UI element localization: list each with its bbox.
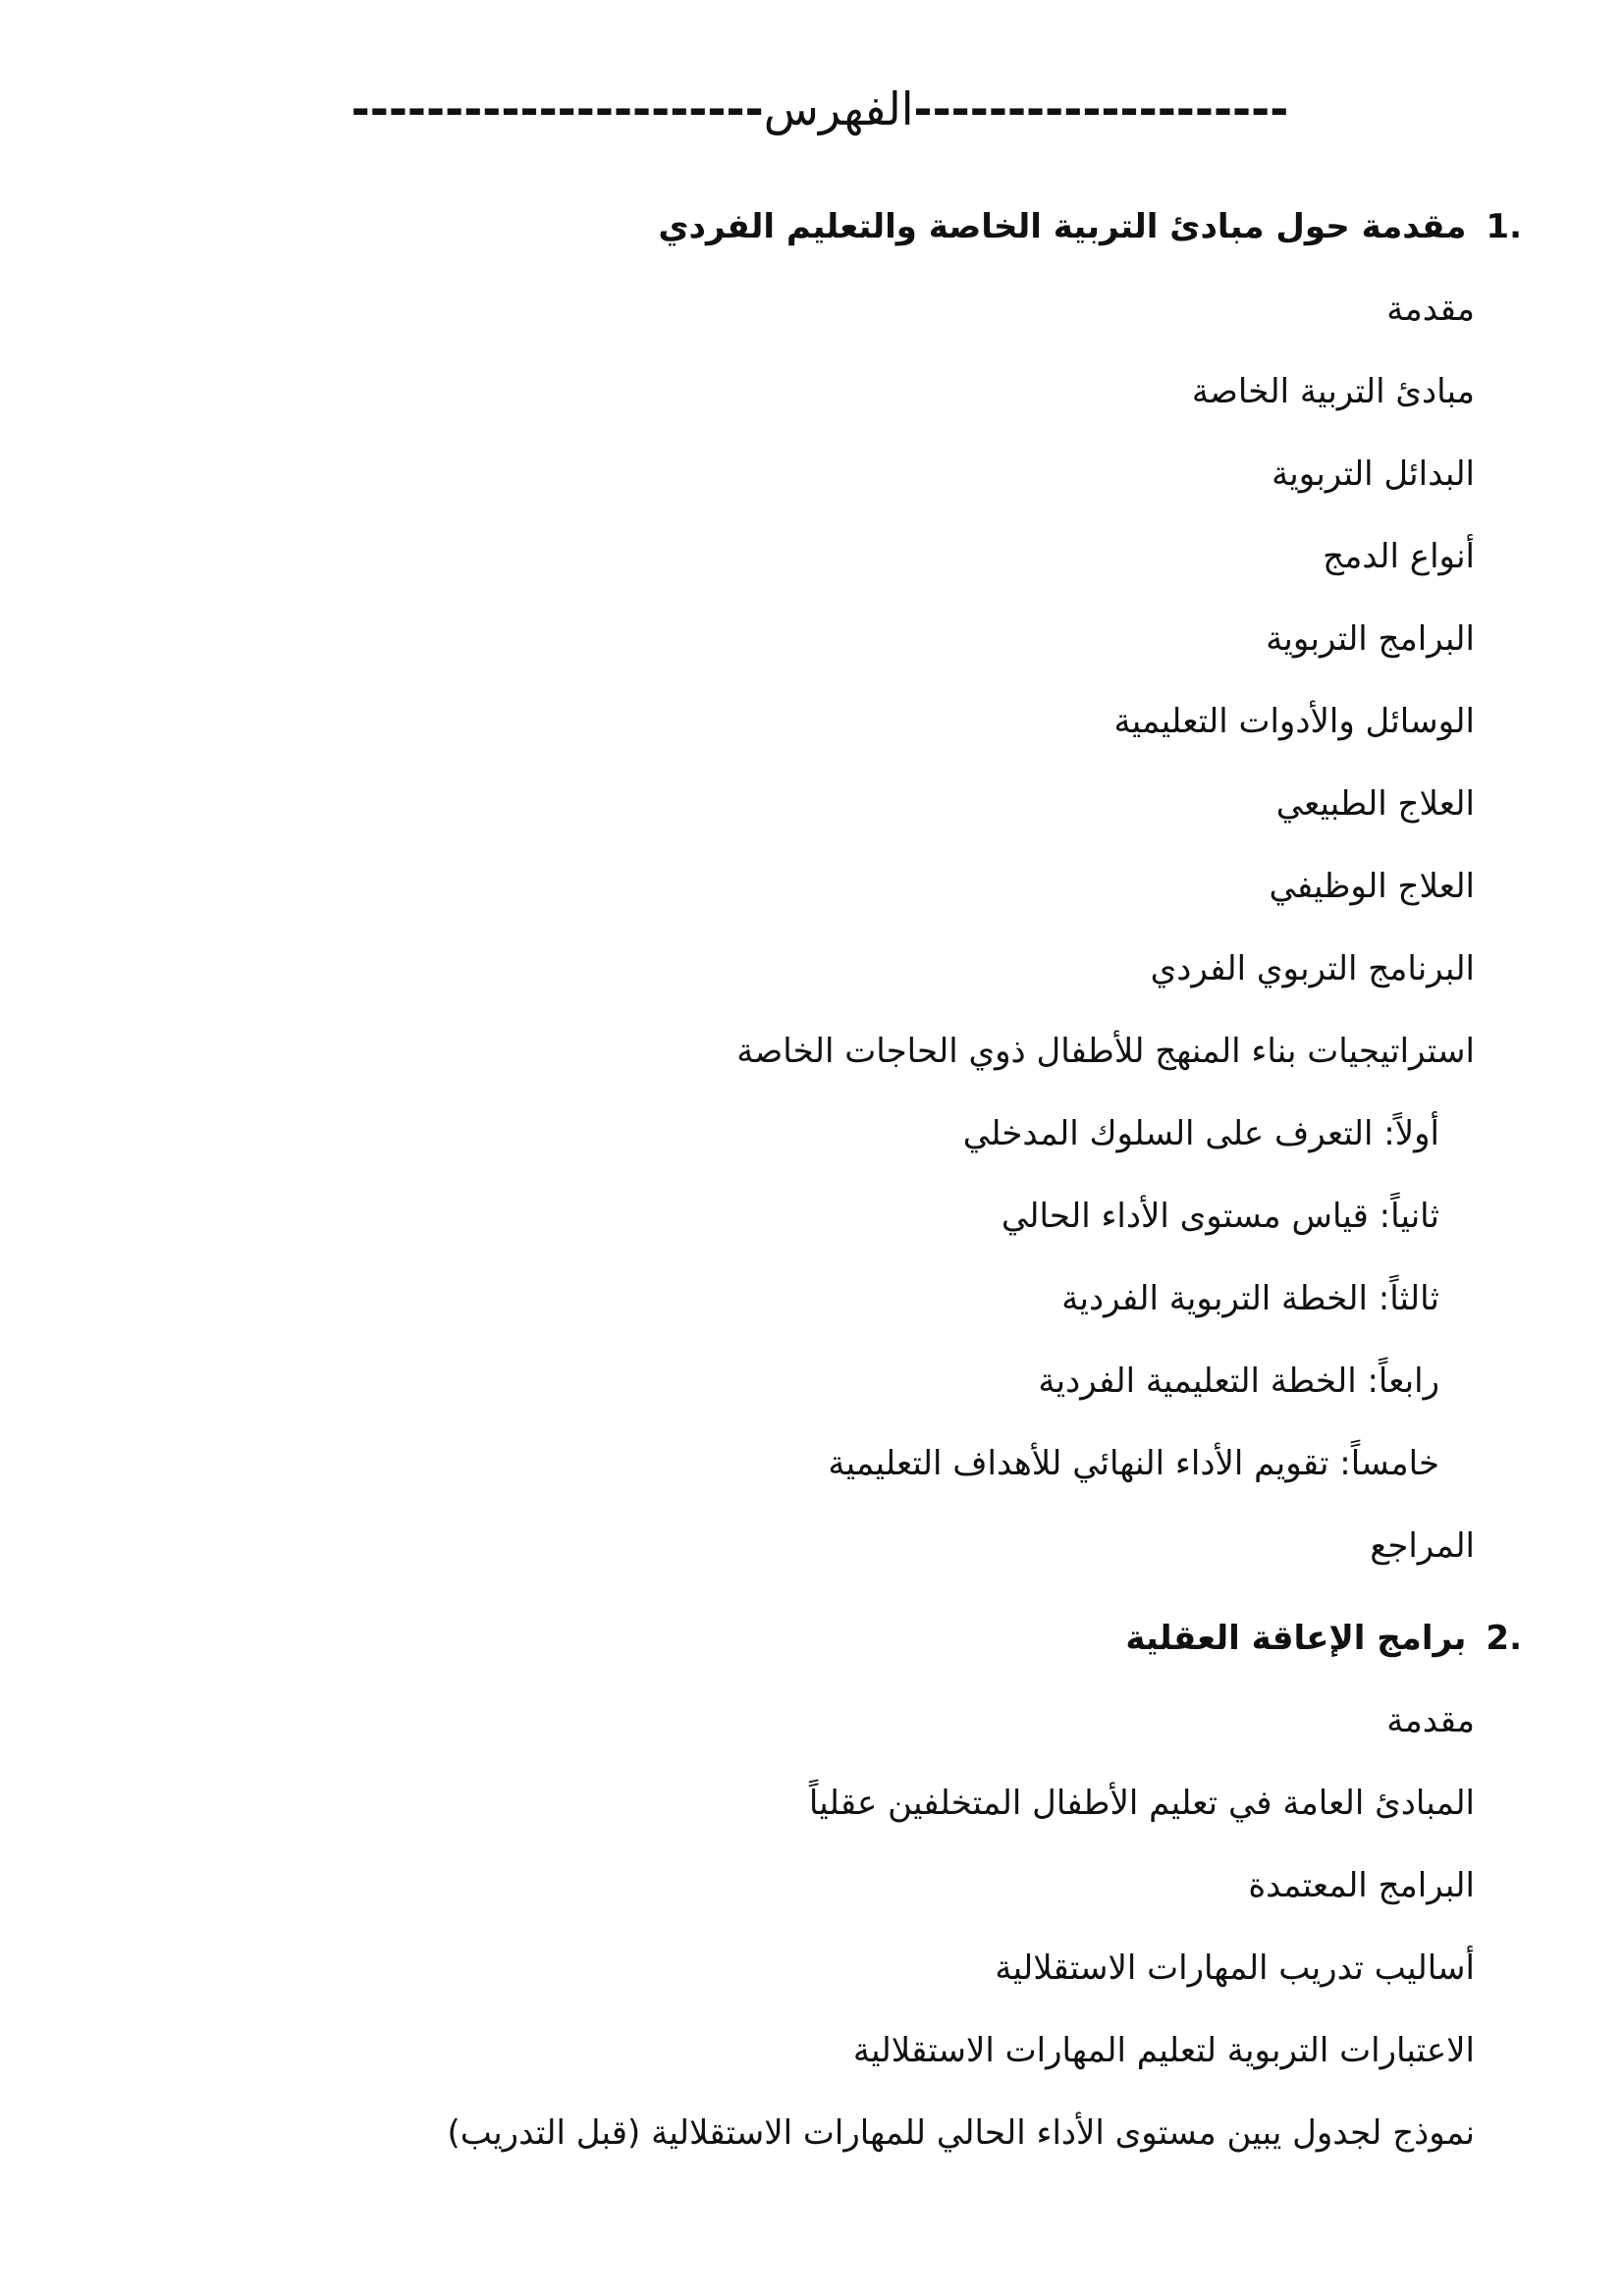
toc-subitem: خامساً: تقويم الأداء النهائي للأهداف التعليمية <box>828 1444 1439 1483</box>
chapter-1-heading <box>658 202 1522 251</box>
toc-item: البرامج المعتمدة <box>1248 1866 1475 1905</box>
toc-item: أساليب تدريب المهارات الاستقلالية <box>995 1949 1475 1988</box>
toc-item: المبادئ العامة في تعليم الأطفال المتخلفين عقلياً <box>808 1784 1475 1823</box>
toc-subitem: أولاً: التعرف على السلوك المدخلي <box>962 1114 1439 1153</box>
chapter-1-number: 1. <box>1486 207 1522 246</box>
toc-subitem: ثالثاً: الخطة التربوية الفردية <box>1061 1279 1439 1318</box>
toc-item: العلاج الطبيعي <box>1275 784 1475 824</box>
toc-item: البرامج التربوية <box>1266 619 1475 659</box>
chapter-1-title: مقدمة حول مبادئ التربية الخاصة والتعليم الفردي <box>658 207 1467 246</box>
toc-item-references: المراجع <box>1370 1526 1475 1566</box>
toc-item: الوسائل والأدوات التعليمية <box>1113 702 1475 741</box>
title-text: الفهرس <box>763 82 914 135</box>
toc-item: مبادئ التربية الخاصة <box>1191 372 1475 411</box>
chapter-2-title: برامج الإعاقة العقلية <box>1125 1619 1467 1658</box>
chapter-2-number: 2. <box>1486 1619 1522 1658</box>
toc-item: مقدمة <box>1386 290 1475 329</box>
title-dashes-left: ---------------------- <box>351 82 764 135</box>
toc-item: أنواع الدمج <box>1323 537 1475 576</box>
toc-item: البدائل التربوية <box>1272 454 1475 494</box>
toc-item: البرنامج التربوي الفردي <box>1150 949 1475 988</box>
chapter-2-heading <box>1125 1614 1522 1663</box>
toc-item: العلاج الوظيفي <box>1269 867 1475 906</box>
toc-item: الاعتبارات التربوية لتعليم المهارات الاستقلالية <box>852 2031 1475 2070</box>
toc-item: نموذج لجدول يبين مستوى الأداء الحالي للمهارات الاستقلالية (قبل التدريب) <box>447 2113 1475 2153</box>
title-dashes-right: -------------------- <box>913 82 1289 135</box>
toc-subitem: ثانياً: قياس مستوى الأداء الحالي <box>1001 1197 1439 1236</box>
page-title <box>245 77 1394 141</box>
toc-item: استراتيجيات بناء المنهج للأطفال ذوي الحاجات الخاصة <box>736 1032 1475 1071</box>
toc-subitem: رابعاً: الخطة التعليمية الفردية <box>1038 1362 1439 1401</box>
toc-item: مقدمة <box>1386 1701 1475 1740</box>
